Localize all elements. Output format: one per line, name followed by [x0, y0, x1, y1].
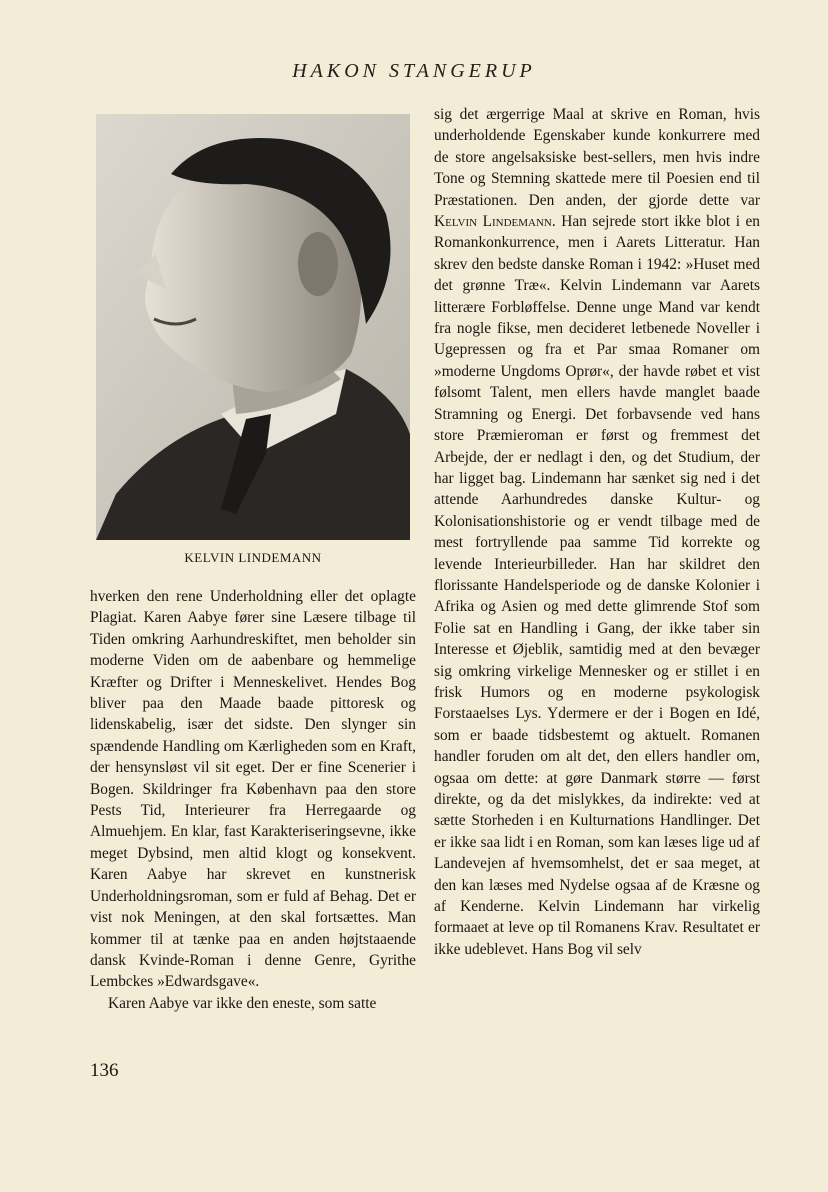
- paragraph: Karen Aabye var ikke den eneste, som satte: [108, 994, 377, 1012]
- portrait-photo: [96, 114, 410, 540]
- text-segment: . Han sejrede stort ikke blot i en Romankonkurrence, men i Aarets Litteratur. Han skrev den bedste danske Roman i 1942: »Huset med det grønne Træ«. Kelvin Lindemann var Aarets litterære Forbløffelse. Denne unge Mand var kendt fra nogle fikse, men decideret letbenede Noveller i Ugepressen og fra et Par smaa Romaner om »moderne Ungdoms Oprør«, der havde røbet et vist følsomt Talent, men ellers havde manglet baade Stramning og Energi. Det forbavsende ved hans store Præmieroman er først og fremmest det Arbejde, der er nedlagt i den, og det Studium, der har ligget bag. Lindemann har sænket sig ned i det attende Aarhundredes danske Kultur- og Kolonisationshistorie og er vendt tilbage med de mest fortryllende paa samme Tid korrekte og levende Interieurbilleder. Han har skildret den florissante Handelsperiode og de danske Kolonier i Afrika og Asien og med dette glimrende Stof som Folie sat en Handling i Gang, der ikke taber sin Interesse et Øjeblik, samtidig med at den bevæger sig omkring virkelige Mennesker og er stillet i en frisk Humors og en moderne psykologisk Forstaaelses Lys. Ydermere er der i Bogen en Idé, som er baade tidsbestemt og aktuelt. Romanen handler foruden om alt det, den ellers handler om, ogsaa om dette: at gøre Danmark større — først direkte, og da det mislykkes, da indirekte: ved at sætte Storheden i en Kulturnations Handlinger. Det er ikke saa lidt i en Roman, som kan læses lige ud af Landevejen af hvemsomhelst, det er saa meget, at den kan læses med Nydelse ogsaa af de Kræsne og af Kenderne. Kelvin Lindemann har virkelig formaaet at leve op til Romanens Krav. Resultatet er ikke udeblevet. Hans Bog vil selv: [434, 213, 760, 958]
- paragraph: [434, 104, 760, 960]
- text-segment: sig det ærgerrige Maal at skrive en Roman, hvis underholdende Egenskaber kunde konkurrere med de store angelsaksiske best-sellers, men hvis indre Tone og Stemning skattede mere til Poesien end til Præstationen. Den anden, der gjorde dette var: [434, 106, 760, 209]
- page-number: 136: [90, 1060, 119, 1081]
- left-text-column: [90, 586, 416, 1014]
- right-text-column: [434, 104, 760, 960]
- photo-caption: KELVIN LINDEMANN: [184, 550, 322, 565]
- portrait-illustration: [96, 114, 410, 540]
- author-name: Kelvin Lindemann: [434, 213, 552, 231]
- running-header: HAKON STANGERUP: [292, 60, 536, 82]
- paragraph: hverken den rene Underholdning eller det oplagte Plagiat. Karen Aabye fører sine Læsere tilbage til Tiden omkring Aarhundreskiftet, men beholder sin moderne Viden om de aabenbare og hemmelige Kræfter og Drifter i Menneskelivet. Hendes Bog bliver paa den Maade baade pittoresk og lidenskabelig, især det sidste. Den slynger sin spændende Handling om Kærligheden som en Kraft, der hensynsløst vil sit eget. Der er fine Scenerier i Bogen. Skildringer fra København paa den store Pests Tid, Interieurer fra Herregaarde og Almuehjem. En klar, fast Karakteriseringsevne, ikke meget Dybsind, men altid klogt og konsekvent. Karen Aabye har skrevet en kunstnerisk Underholdningsroman, som er fuld af Behag. Det er vist nok Meningen, at den skal fortsættes. Man kommer til at tænke paa en anden højtstaaende dansk Kvinde-Roman i denne Genre, Gyrithe Lembckes »Edwardsgave«.: [90, 588, 416, 991]
